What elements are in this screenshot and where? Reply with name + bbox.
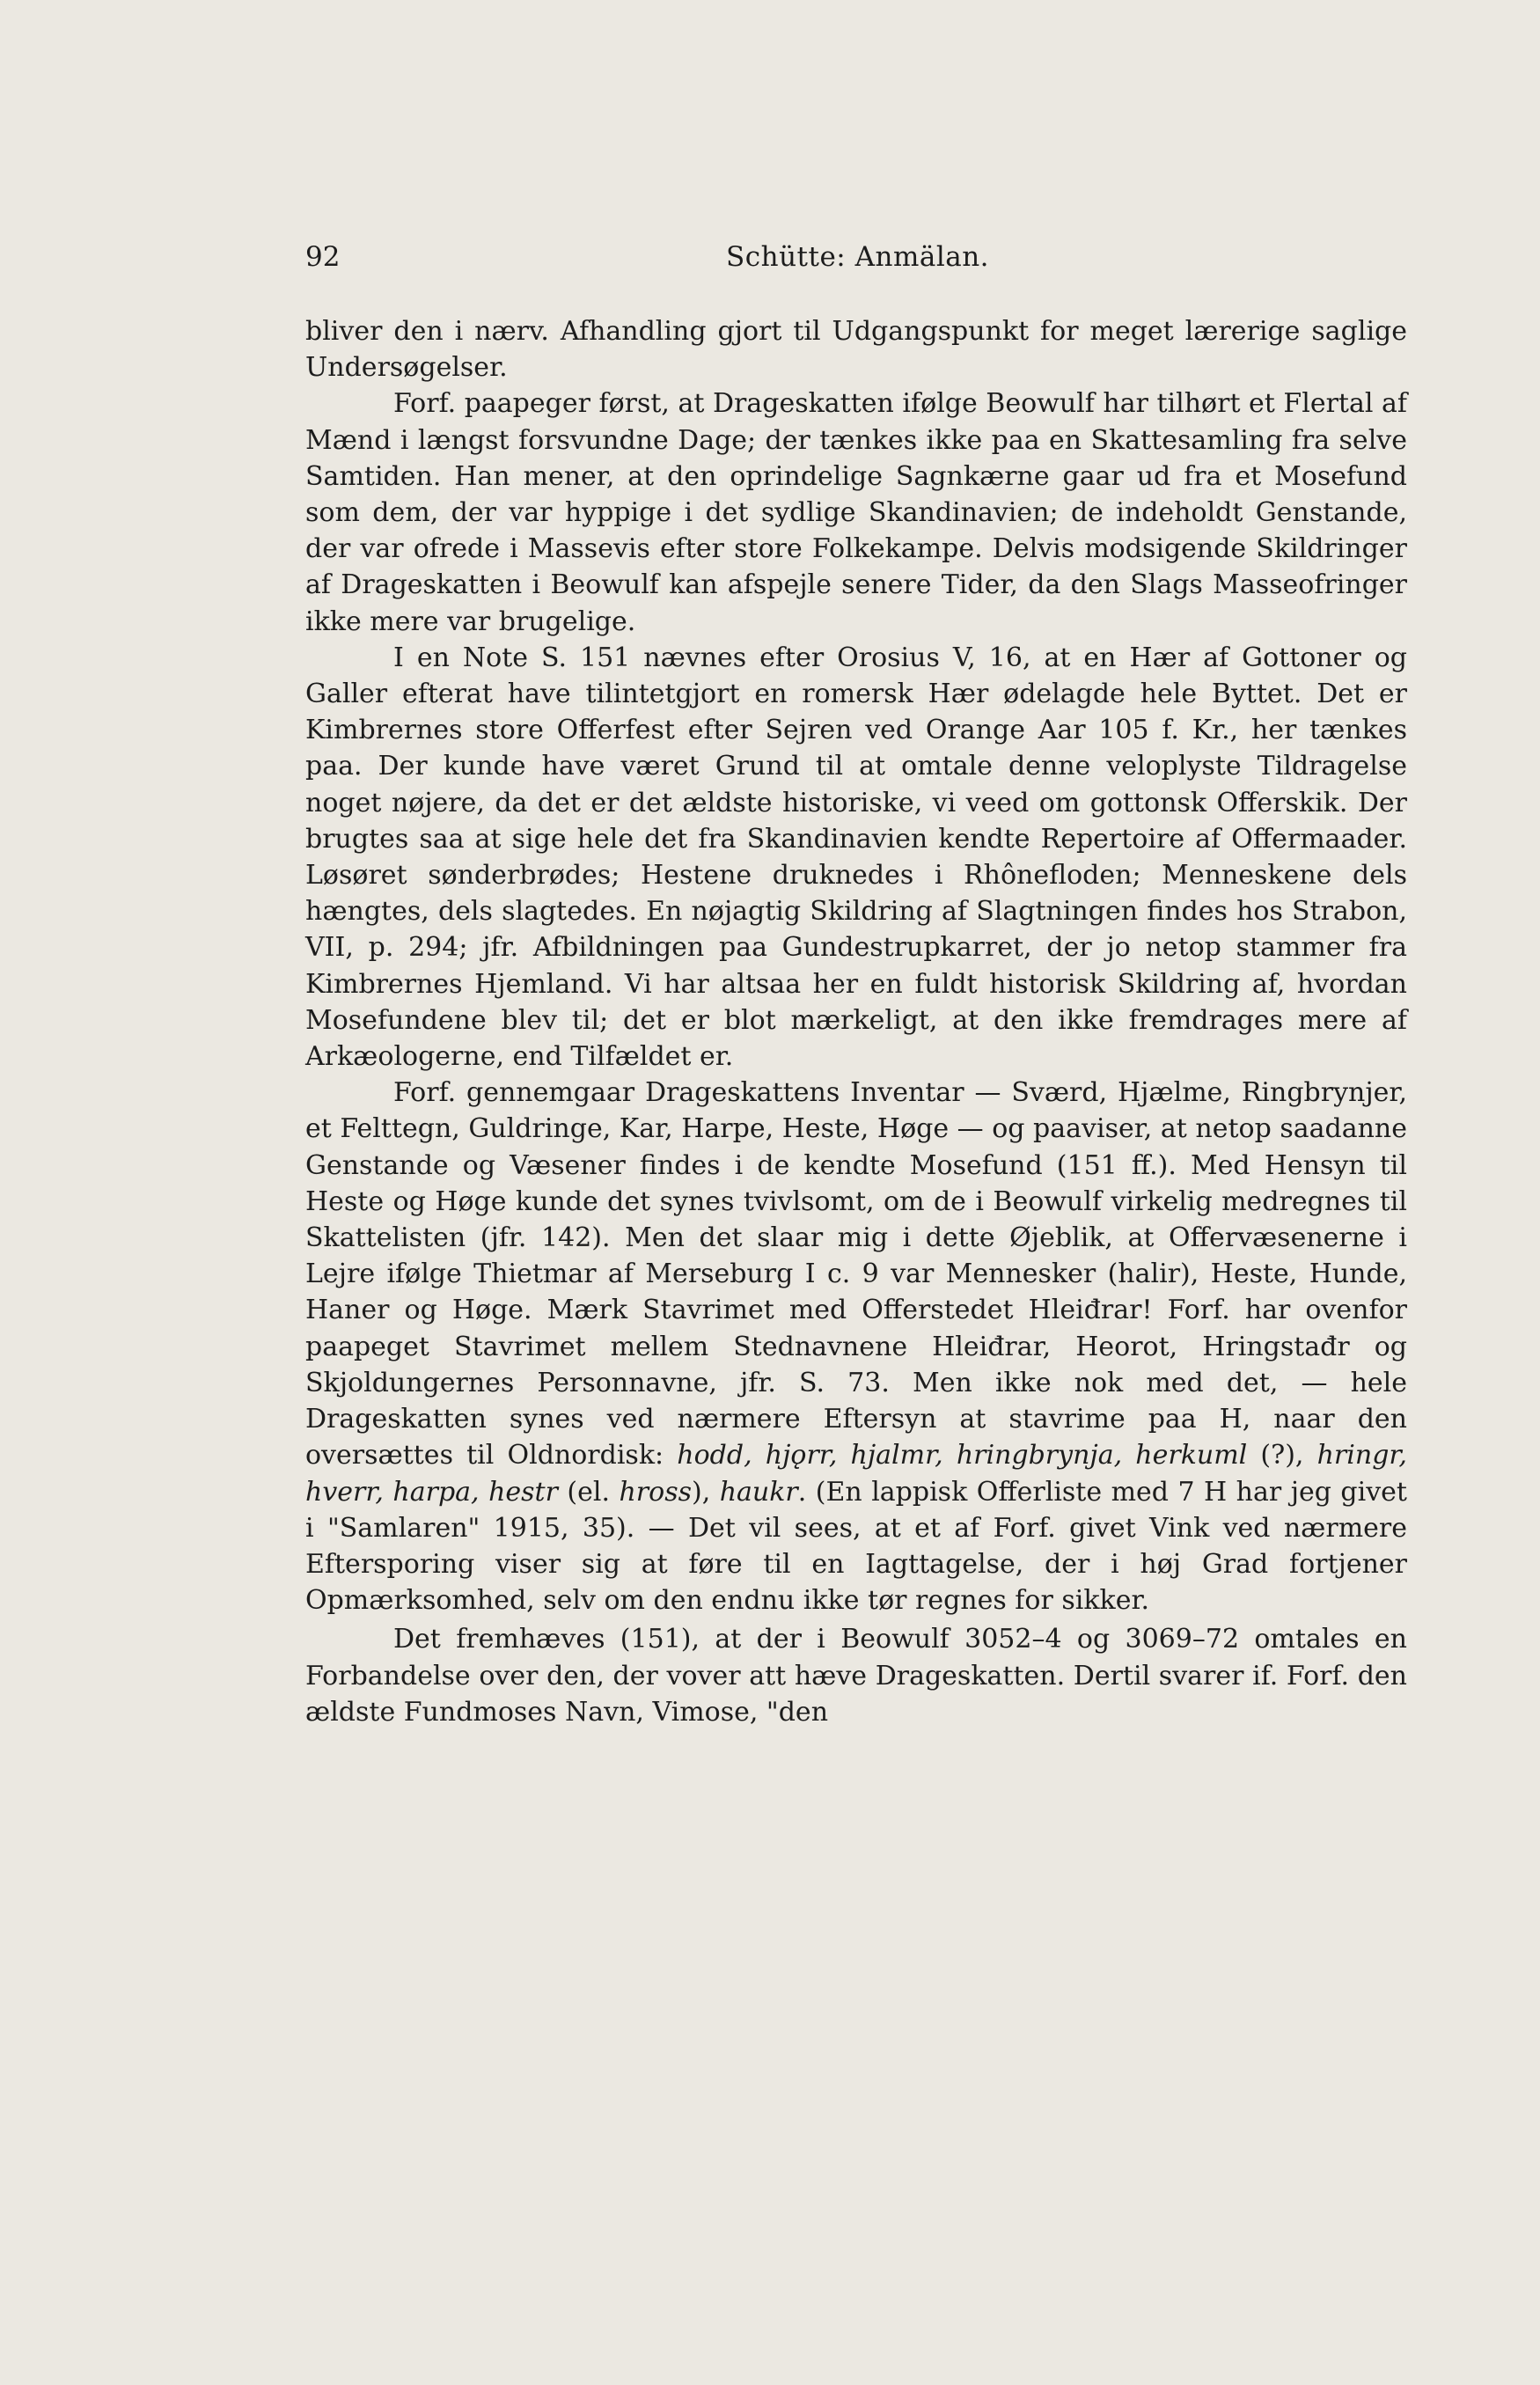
- text-run: Forf. gennemgaar Drageskattens Inventar — Sværd, Hjælme, Ringbrynjer, et Felttegn, Guldringe, Kar, Harpe, Heste, Høge — og paaviser, at netop saadanne Genstande og Væsener findes i de kendte Mosefund (151 ff.). Med Hensyn til Heste og Høge kunde det synes tvivlsomt, om de i Beowulf virkelig medregnes til Skattelisten (jfr. 142). Men det slaar mig i dette Øjeblik, at Offervæsenerne i Lejre ifølge Thietmar af Merseburg I c. 9 var Mennesker (halir), Heste, Hunde, Haner og Høge. Mærk Stavrimet med Offerstedet Hleiđrar! Forf. har ovenfor paapeget Stavrimet mellem Stednavnene Hleiđrar, Heorot, Hringstađr og Skjoldungernes Personnavne, jfr. S. 73. Men ikke nok med det, — hele Drageskatten synes ved nærmere Eftersyn at stavrime paa H, naar den oversættes til Oldnordisk:: [305, 1077, 1407, 1471]
- italic-term: haukr: [719, 1476, 798, 1508]
- text-run: Forf. paapeger først, at Drageskatten ifølge Beowulf har tilhørt et Flertal af Mænd i længst forsvundne Dage; der tænkes ikke paa en Skattesamling fra selve Samtiden. Han mener, at den oprindelige Sagnkærne gaar ud fra et Mosefund som dem, der var hyppige i det sydlige Skandinavien; de indeholdt Genstande, der var ofrede i Massevis efter store Folkekampe. Delvis modsigende Skildringer af Drageskatten i Beowulf kan afspejle senere Tider, da den Slags Masseofringer ikke mere var brugelige.: [305, 388, 1407, 637]
- paragraph-p4: [305, 1075, 1407, 1618]
- text-run: I en Note S. 151 nævnes efter Orosius V, 16, at en Hær af Gottoner og Galler efterat have tilintetgjort en romersk Hær ødelagde hele Byttet. Det er Kimbrernes store Offerfest efter Sejren ved Orange Aar 105 f. Kr., her tænkes paa. Der kunde have været Grund til at omtale denne veloplyste Tildragelse noget nøjere, da det er det ældste historiske, vi veed om gottonsk Offerskik. Der brugtes saa at sige hele det fra Skandinavien kendte Repertoire af Offermaader. Løsøret sønderbrødes; Hestene druknedes i Rhônefloden; Menneskene dels hængtes, dels slagtedes. En nøjagtig Skildring af Slagtningen findes hos Strabon, VII, p. 294; jfr. Afbildningen paa Gundestrupkarret, der jo netop stammer fra Kimbrernes Hjemland. Vi har altsaa her en fuldt historisk Skildring af, hvordan Mosefundene blev til; det er blot mærkeligt, at den ikke fremdrages mere af Arkæologerne, end Tilfældet er.: [305, 642, 1407, 1073]
- text-run: . (En lappisk Offerliste med 7 H har jeg givet i "Samlaren" 1915, 35). — Det vil sees, at et af Forf. givet Vink ved nærmere Eftersporing viser sig at føre til en Iagttagelse, der i høj Grad fortjener Opmærksomhed, selv om den endnu ikke tør regnes for sikker.: [305, 1476, 1407, 1617]
- italic-term: hringr, hverr, harpa, hestr: [305, 1440, 1407, 1508]
- paragraph-p5: [305, 1621, 1407, 1730]
- italic-term: hross: [619, 1476, 692, 1508]
- page-number: 92: [305, 241, 341, 273]
- body-text: [305, 313, 1407, 1730]
- running-head: [305, 236, 1407, 278]
- text-run: (el.: [557, 1476, 620, 1508]
- paragraph-p3: [305, 640, 1407, 1075]
- paragraph-p1: [305, 313, 1407, 385]
- text-run: ),: [692, 1476, 720, 1508]
- running-title: Schütte: Anmälan.: [726, 241, 990, 273]
- paragraph-p2: [305, 385, 1407, 639]
- text-run: (?),: [1247, 1440, 1317, 1471]
- text-run: bliver den i nærv. Afhandling gjort til Udgangspunkt for meget lærerige saglige Undersøgelser.: [305, 316, 1407, 384]
- text-run: Det fremhæves (151), at der i Beowulf 3052–4 og 3069–72 omtales en Forbandelse over den, der vover att hæve Drageskatten. Dertil svarer if. Forf. den ældste Fundmoses Navn, Vimose, "den: [305, 1624, 1407, 1728]
- italic-term: hodd, hjǫrr, hjalmr, hringbrynja, herkuml: [677, 1440, 1248, 1471]
